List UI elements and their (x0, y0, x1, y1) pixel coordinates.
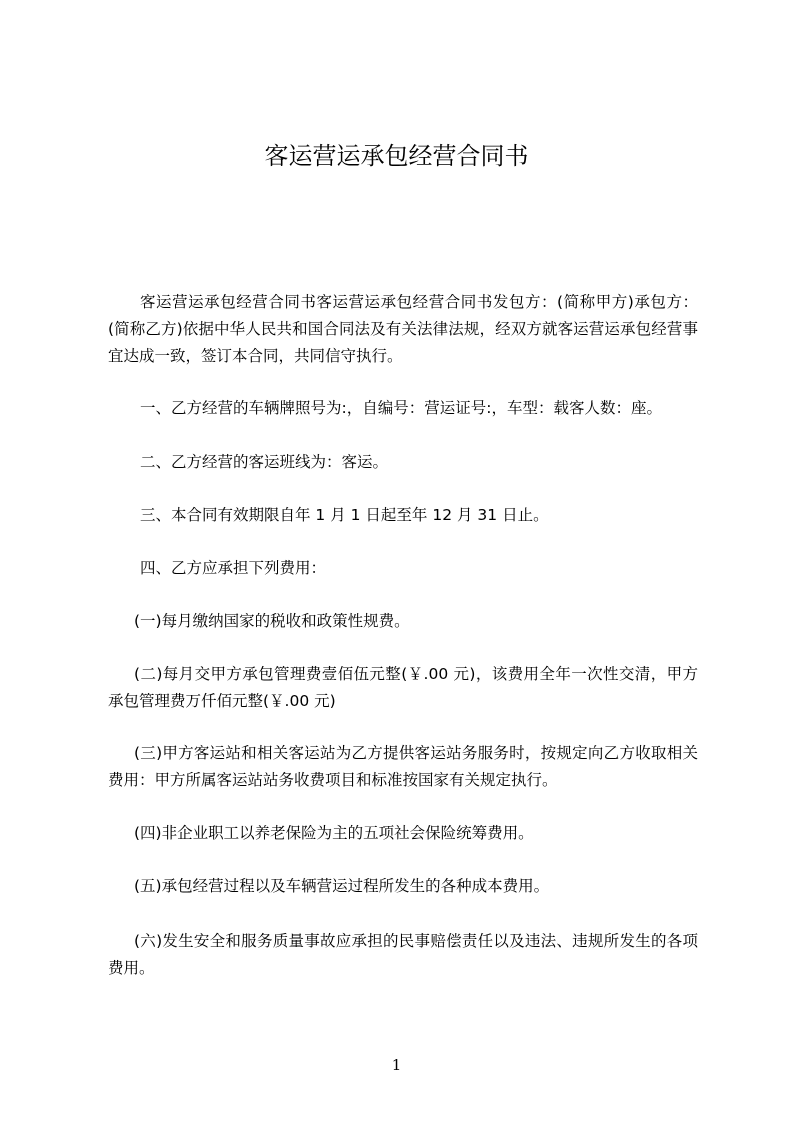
clause-4-item-2: (二)每月交甲方承包管理费壹佰伍元整(￥.00 元)，该费用全年一次性交清，甲方承包管理费万仟佰元整(￥.00 元) (108, 665, 698, 710)
page-number: 1 (391, 1056, 402, 1074)
clause-4-item-4: (四)非企业职工以养老保险为主的五项社会保险统筹费用。 (134, 824, 534, 842)
document-title: 客运营运承包经营合同书 (264, 142, 529, 170)
clause-2: 二、乙方经营的客运班线为：客运。 (140, 453, 389, 471)
clause-4: 四、乙方应承担下列费用： (140, 559, 327, 577)
clause-1: 一、乙方经营的车辆牌照号为:，自编号：营运证号:，车型：载客人数：座。 (140, 399, 662, 417)
clause-4-item-5: (五)承包经营过程以及车辆营运过程所发生的各种成本费用。 (134, 877, 550, 895)
clause-3: 三、本合同有效期限自年 1 月 1 日起至年 12 月 31 日止。 (140, 506, 549, 524)
clause-4-item-6: (六)发生安全和服务质量事故应承担的民事赔偿责任以及违法、违规所发生的各项费用。 (108, 932, 698, 977)
clause-4-item-3: (三)甲方客运站和相关客运站为乙方提供客运站务服务时，按规定向乙方收取相关费用：甲方所属客运站站务收费项目和标准按国家有关规定执行。 (108, 744, 698, 789)
intro-paragraph: 客运营运承包经营合同书客运营运承包经营合同书发包方：(简称甲方)承包方：(简称乙方)依据中华人民共和国合同法及有关法律法规，经双方就客运营运承包经营事宜达成一致，签订本合同，共同信守执行。 (108, 293, 698, 365)
clause-4-item-1: (一)每月缴纳国家的税收和政策性规费。 (134, 612, 410, 630)
